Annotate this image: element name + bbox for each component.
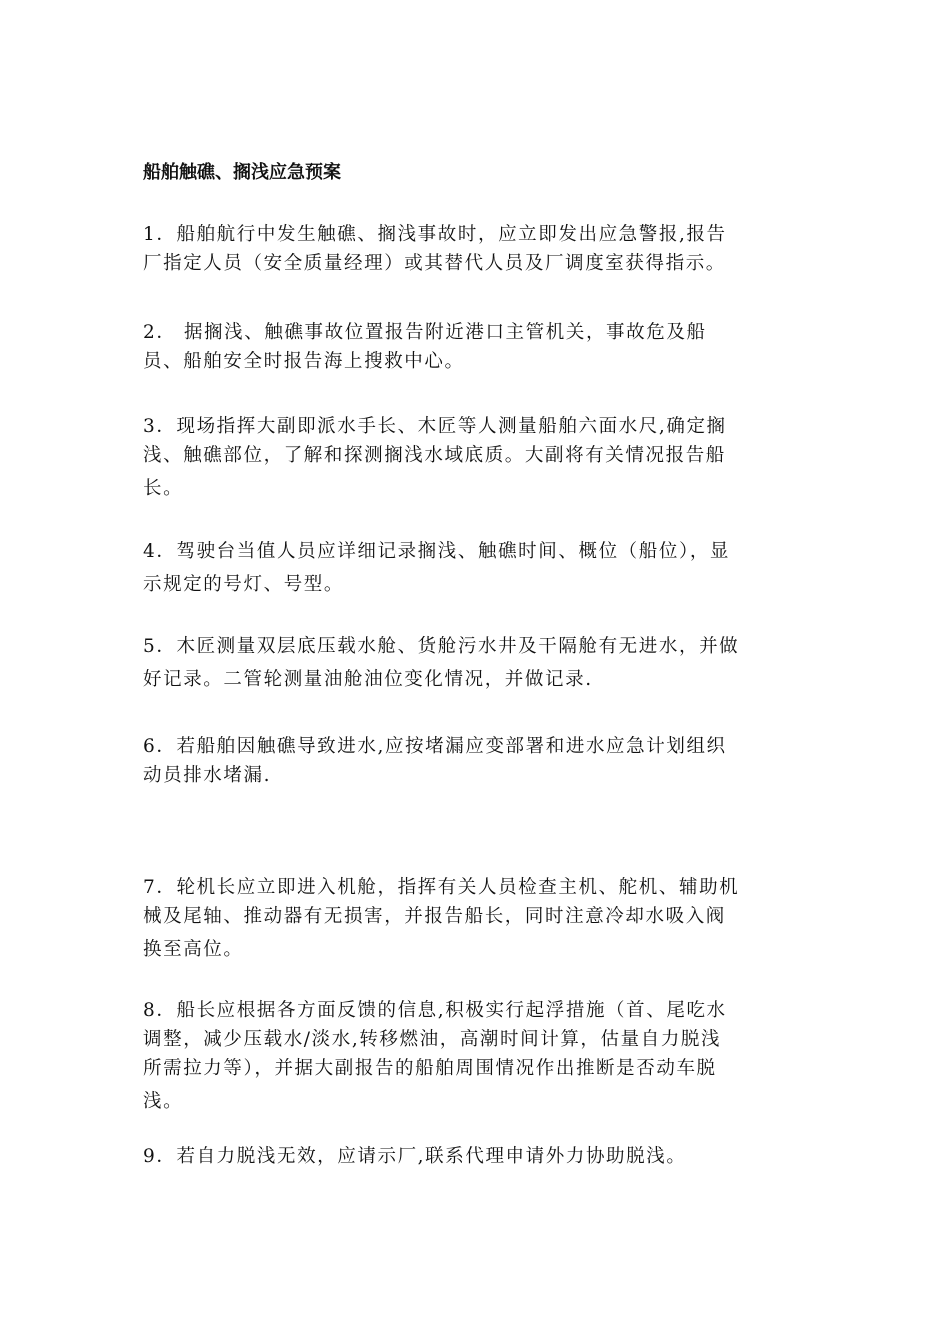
paragraph-line: 调整，减少压载水/淡水,转移燃油，高潮时间计算，估量自力脱浅 [143, 1029, 722, 1050]
paragraph-line: 械及尾轴、推动器有无损害，并报告船长，同时注意冷却水吸入阀 [143, 906, 726, 927]
paragraph-line: 4．驾驶台当值人员应详细记录搁浅、触礁时间、概位（船位），显 [143, 541, 731, 562]
paragraph-7 [143, 873, 808, 964]
paragraph-4 [143, 537, 808, 599]
paragraph-line: 好记录。二管轮测量油舱油位变化情况，并做记录. [143, 669, 593, 690]
paragraph-2 [143, 318, 808, 376]
paragraph-line: 6．若船舶因触礁导致进水,应按堵漏应变部署和进水应急计划组织 [143, 736, 727, 757]
paragraph-5 [143, 632, 808, 694]
paragraph-9 [143, 1142, 808, 1171]
paragraph-line: 长。 [143, 478, 184, 499]
document-title: 船舶触礁、搁浅应急预案 [143, 162, 341, 183]
paragraph-line: 9．若自力脱浅无效，应请示厂,联系代理申请外力协助脱浅。 [143, 1146, 687, 1167]
paragraph-line: 3．现场指挥大副即派水手长、木匠等人测量船舶六面水尺,确定搁 [143, 416, 727, 437]
paragraph-1 [143, 220, 808, 278]
paragraph-6 [143, 732, 808, 790]
paragraph-line: 动员排水堵漏. [143, 765, 272, 786]
paragraph-line: 浅。 [143, 1091, 184, 1112]
paragraph-line: 8．船长应根据各方面反馈的信息,积极实行起浮措施（首、尾吃水 [143, 1000, 727, 1021]
paragraph-line: 换至高位。 [143, 939, 244, 960]
paragraph-line: 1．船舶航行中发生触礁、搁浅事故时，应立即发出应急警报,报告 [143, 224, 727, 245]
paragraph-line: 5．木匠测量双层底压载水舱、货舱污水井及干隔舱有无进水，并做 [143, 636, 740, 657]
paragraph-line: 浅、触礁部位，了解和探测搁浅水域底质。大副将有关情况报告船 [143, 445, 726, 466]
paragraph-line: 员、船舶安全时报告海上搜救中心。 [143, 351, 465, 372]
paragraph-line: 所需拉力等），并据大副报告的船舶周围情况作出推断是否动车脱 [143, 1058, 717, 1079]
paragraph-line: 示规定的号灯、号型。 [143, 574, 345, 595]
paragraph-line: 2． 据搁浅、触礁事故位置报告附近港口主管机关，事故危及船 [143, 322, 707, 343]
paragraph-line: 7．轮机长应立即进入机舱，指挥有关人员检查主机、舵机、辅助机 [143, 877, 740, 898]
paragraph-8 [143, 996, 808, 1116]
paragraph-line: 厂指定人员（安全质量经理）或其替代人员及厂调度室获得指示。 [143, 253, 726, 274]
paragraph-3 [143, 412, 808, 503]
